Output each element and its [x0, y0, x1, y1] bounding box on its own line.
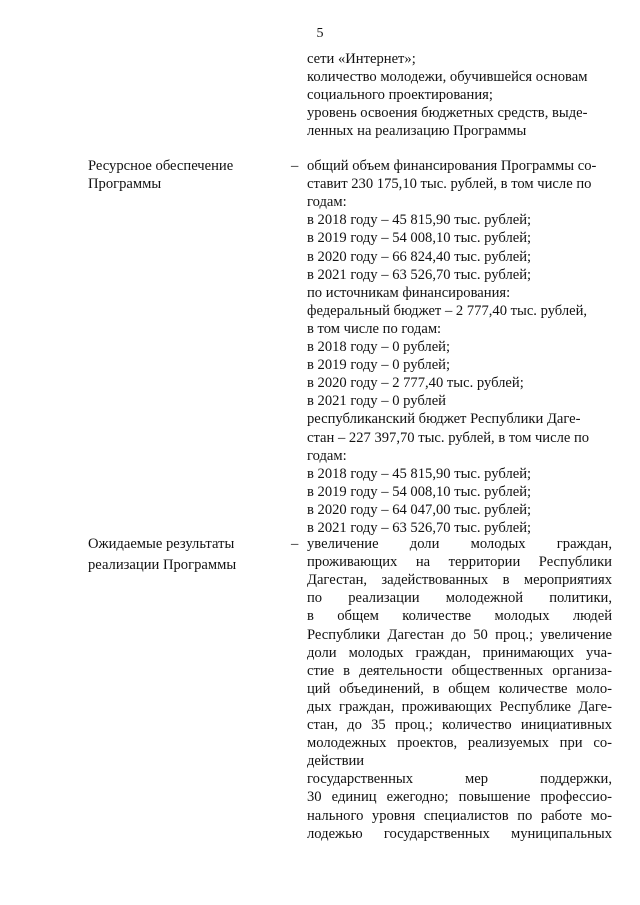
resources-dash: –	[291, 158, 299, 174]
results-line: действии	[307, 753, 365, 770]
results-line: государственных мер поддержки,	[307, 771, 612, 788]
resources-line: в том числе по годам:	[307, 320, 442, 337]
resources-line: в 2021 году – 0 рублей	[307, 393, 446, 410]
resources-line: стан – 227 397,70 тыс. рублей, в том числе по	[307, 429, 590, 446]
resources-line: ставит 230 175,10 тыс. рублей, в том числе по	[307, 176, 592, 193]
resources-line: годам:	[307, 194, 347, 211]
resources-line: в 2020 году – 2 777,40 тыс. рублей;	[307, 375, 524, 392]
results-line: дых граждан, проживающих Республике Даге-	[307, 698, 612, 715]
resources-line: в 2018 году – 0 рублей;	[307, 339, 451, 355]
resources-line: годам:	[307, 447, 347, 464]
results-line: доли молодых граждан, принимающих уча-	[307, 644, 612, 661]
resources-line: республиканский бюджет Республики Даге-	[307, 411, 581, 428]
results-line: в общем количестве молодых людей	[307, 608, 612, 625]
results-line: Республики Дагестан до 50 проц.; увеличение	[307, 626, 612, 643]
results-label: Ожидаемые результаты	[88, 536, 235, 552]
resources-line: в 2020 году – 66 824,40 тыс. рублей;	[307, 248, 532, 265]
results-line: по реализации молодежной политики,	[307, 590, 612, 607]
resources-line: в 2021 году – 63 526,70 тыс. рублей;	[307, 266, 532, 283]
continuation-line: сети «Интернет»;	[307, 51, 416, 67]
resources-line: в 2019 году – 54 008,10 тыс. рублей;	[307, 483, 532, 500]
results-label: реализации Программы	[88, 557, 237, 573]
resources-line: в 2019 году – 54 008,10 тыс. рублей;	[307, 230, 532, 247]
resources-line: в 2021 году – 63 526,70 тыс. рублей;	[307, 520, 532, 536]
results-line: стан, до 35 проц.; количество инициативных	[307, 717, 612, 733]
resources-line: по источникам финансирования:	[307, 284, 511, 301]
resources-line: общий объем финансирования Программы со-	[307, 158, 597, 174]
results-line: проживающих на территории Республики	[307, 554, 612, 571]
results-line: увеличение доли молодых граждан,	[307, 536, 612, 552]
results-line: молодежных проектов, реализуемых при со-	[307, 735, 612, 752]
resources-line: в 2018 году – 45 815,90 тыс. рублей;	[307, 465, 532, 482]
continuation-line: количество молодежи, обучившейся основам	[307, 69, 588, 86]
results-line: нального уровня специалистов по работе мо-	[307, 807, 612, 824]
results-line: стие в деятельности общественных организа-	[307, 662, 612, 679]
results-line: ций объединений, в общем количестве моло-	[307, 680, 612, 697]
results-dash: –	[291, 536, 299, 552]
continuation-line: социального проектирования;	[307, 87, 493, 104]
resources-label: Программы	[88, 176, 162, 193]
continuation-line: уровень освоения бюджетных средств, выде-	[307, 105, 588, 122]
resources-line: в 2018 году – 45 815,90 тыс. рублей;	[307, 212, 532, 229]
page-number: 5	[316, 26, 324, 41]
resources-label: Ресурсное обеспечение	[88, 158, 234, 174]
continuation-line: ленных на реализацию Программы	[307, 123, 527, 140]
resources-line: в 2020 году – 64 047,00 тыс. рублей;	[307, 501, 532, 518]
results-line: лодежью государственных муниципальных	[307, 825, 612, 842]
results-line: Дагестан, задействованных в мероприятиях	[307, 572, 612, 589]
resources-line: в 2019 году – 0 рублей;	[307, 357, 451, 374]
resources-line: федеральный бюджет – 2 777,40 тыс. рублей,	[307, 302, 588, 319]
results-line: 30 единиц ежегодно; повышение профессио-	[307, 789, 612, 806]
